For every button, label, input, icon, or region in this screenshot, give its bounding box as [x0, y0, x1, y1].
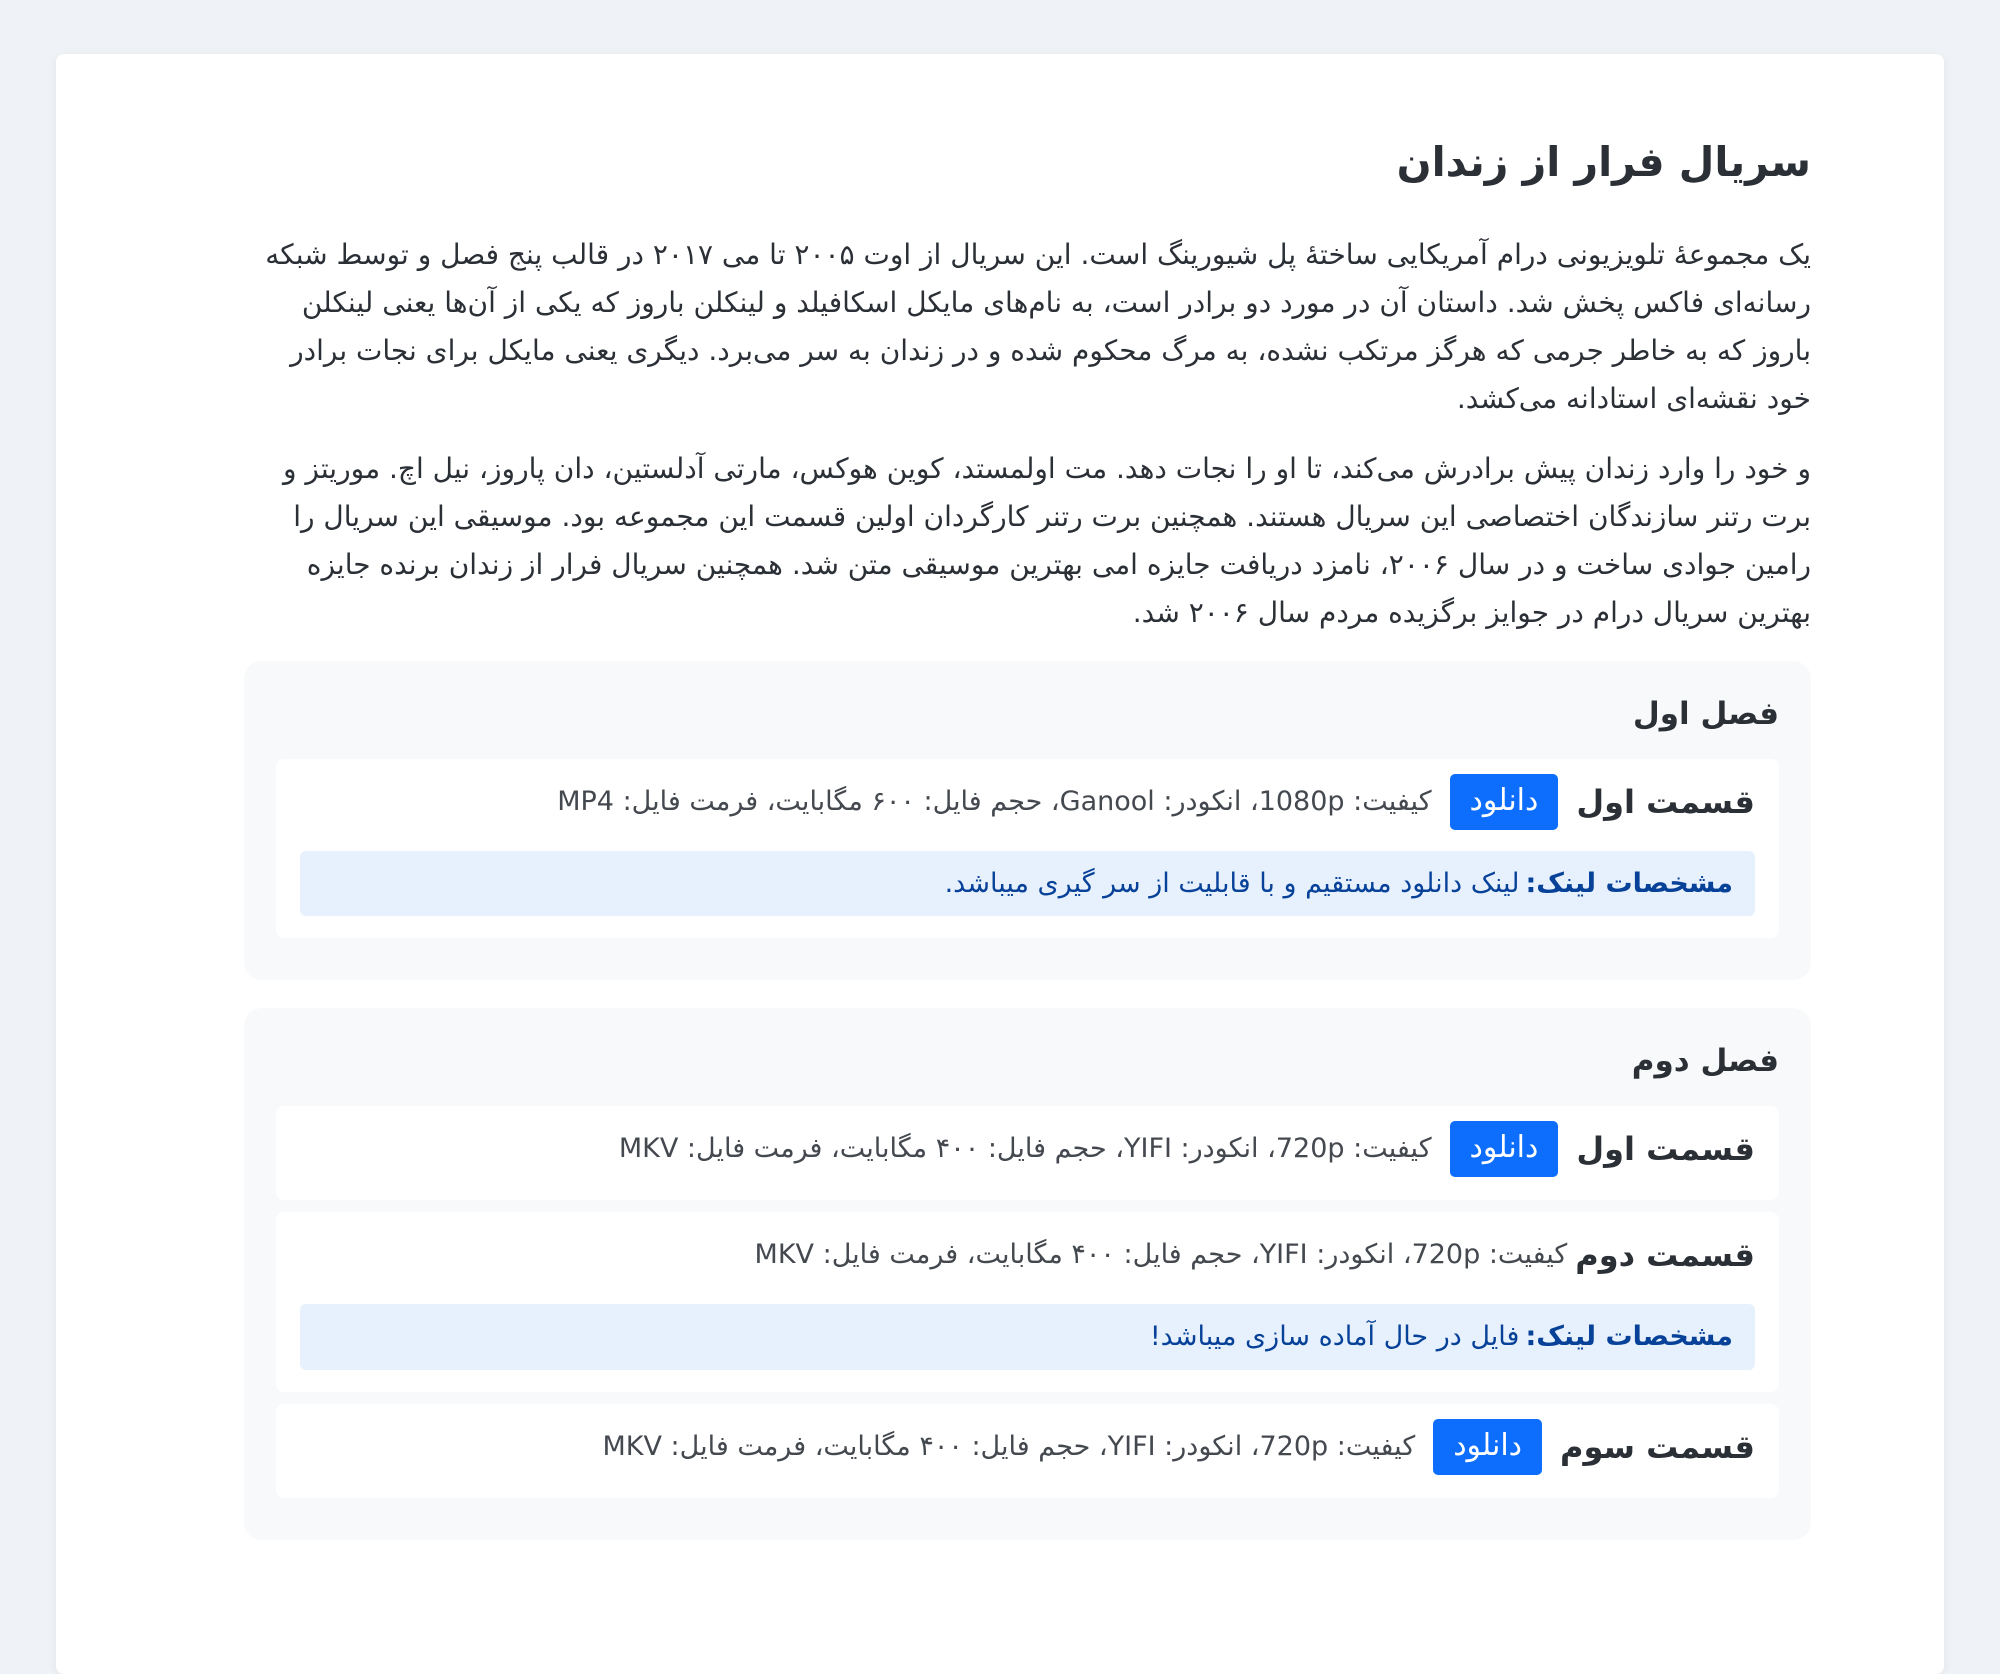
episode-row	[300, 773, 1755, 831]
episode-item	[276, 1212, 1779, 1392]
download-button[interactable]: دانلود	[1450, 774, 1559, 830]
link-info-label: مشخصات لینک:	[1525, 867, 1733, 899]
link-info-text: لینک دانلود مستقیم و با قابلیت از سر گیری میباشد.	[944, 867, 1520, 899]
page-title: سریال فرار از زندان	[1396, 138, 1811, 186]
episode-meta: کیفیت: 720p، انکودر: YIFI، حجم فایل: ۴۰۰ مگابایت، فرمت فایل: MKV	[618, 1133, 1432, 1165]
season-2-panel	[244, 1008, 1811, 1539]
description-paragraph-1: یک مجموعهٔ تلویزیونی درام آمریکایی ساختهٔ پل شیورینگ است. این سریال از اوت ۲۰۰۵ تا می ۲۰۱۷ در قالب پنج فصل و توسط شبکه رسانه‌ای فاکس پخش شد. داستان آن در مورد دو برادر است، به نام‌های مایکل اسکافیلد و لینکلن باروز که یکی از آن‌ها یعنی لینکلن باروز که به خاطر جرمی که هرگز مرتکب نشده، به مرگ محکوم شده و در زندان به سر می‌برد. دیگری یعنی مایکل برای نجات برادر خود نقشه‌ای استادانه می‌کشد.	[265, 238, 1811, 416]
episode-meta: کیفیت: 720p، انکودر: YIFI، حجم فایل: ۴۰۰ مگابایت، فرمت فایل: MKV	[754, 1239, 1568, 1271]
download-button[interactable]: دانلود	[1450, 1121, 1559, 1177]
episode-item	[276, 1106, 1779, 1200]
season-1-panel	[244, 661, 1811, 980]
link-info-alert	[300, 851, 1755, 917]
episode-meta: کیفیت: 720p، انکودر: YIFI، حجم فایل: ۴۰۰ مگابایت، فرمت فایل: MKV	[602, 1431, 1416, 1463]
episode-row	[300, 1120, 1755, 1178]
download-button[interactable]: دانلود	[1433, 1419, 1542, 1475]
link-info-alert	[300, 1304, 1755, 1370]
episode-item	[276, 1404, 1779, 1498]
episode-item	[276, 759, 1779, 939]
episode-name: قسمت دوم	[1575, 1235, 1755, 1274]
episode-row	[300, 1226, 1755, 1284]
link-info-text: فایل در حال آماده سازی میباشد!	[1149, 1320, 1520, 1352]
episode-name: قسمت اول	[1576, 782, 1755, 821]
episode-row	[300, 1418, 1755, 1476]
episode-name: قسمت اول	[1576, 1129, 1755, 1168]
season-title: فصل دوم	[1631, 1043, 1779, 1080]
content-card	[56, 54, 1944, 1674]
episode-meta: کیفیت: 1080p، انکودر: Ganool، حجم فایل: ۶۰۰ مگابایت، فرمت فایل: MP4	[557, 786, 1432, 818]
link-info-label: مشخصات لینک:	[1525, 1320, 1733, 1352]
episode-name: قسمت سوم	[1560, 1427, 1755, 1466]
season-title: فصل اول	[1632, 696, 1779, 733]
description-paragraph-2: و خود را وارد زندان پیش برادرش می‌کند، تا او را نجات دهد. مت اولمستد، کوین هوکس، مارتی آدلستین، دان پاروز، نیل اچ. موریتز و برت رتنر سازندگان اختصاصی این سریال هستند. همچنین برت رتنر کارگردان اولین قسمت این مجموعه بود. موسیقی این سریال را رامین جوادی ساخت و در سال ۲۰۰۶، نامزد دریافت جایزه امی بهترین موسیقی متن شد. همچنین سریال فرار از زندان برنده جایزه بهترین سریال درام در جوایز برگزیده مردم سال ۲۰۰۶ شد.	[282, 452, 1811, 630]
